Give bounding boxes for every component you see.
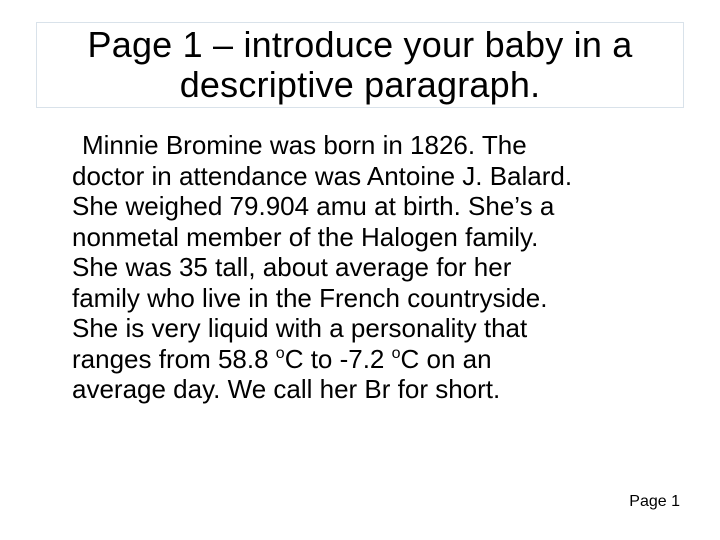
paragraph-line: She was 35 tall, about average for her xyxy=(72,252,512,282)
temperature-range-line xyxy=(72,344,492,374)
paragraph-line: doctor in attendance was Antoine J. Balard. xyxy=(72,160,573,191)
title-box xyxy=(36,22,684,108)
paragraph-line: family who live in the French countryside. xyxy=(72,282,548,313)
range-middle: C to -7.2 xyxy=(284,343,392,374)
page-number: Page 1 xyxy=(629,493,680,510)
paragraph-line: average day. We call her Br for short. xyxy=(72,374,501,404)
paragraph-line: She is very liquid with a personality that xyxy=(72,313,528,343)
range-suffix: C on an xyxy=(400,343,492,374)
paragraph-line: She weighed 79.904 amu at birth. She’s a xyxy=(72,191,555,221)
slide-title: Page 1 – introduce your baby in a descriptive paragraph. xyxy=(87,24,633,105)
paragraph-line: nonmetal member of the Halogen family. xyxy=(72,221,539,252)
degree-symbol: o xyxy=(275,344,285,362)
descriptive-paragraph xyxy=(72,130,712,405)
range-prefix: ranges from 58.8 xyxy=(72,343,276,374)
paragraph-line: Minnie Bromine was born in 1826. The xyxy=(82,130,527,160)
degree-symbol: o xyxy=(391,344,401,362)
